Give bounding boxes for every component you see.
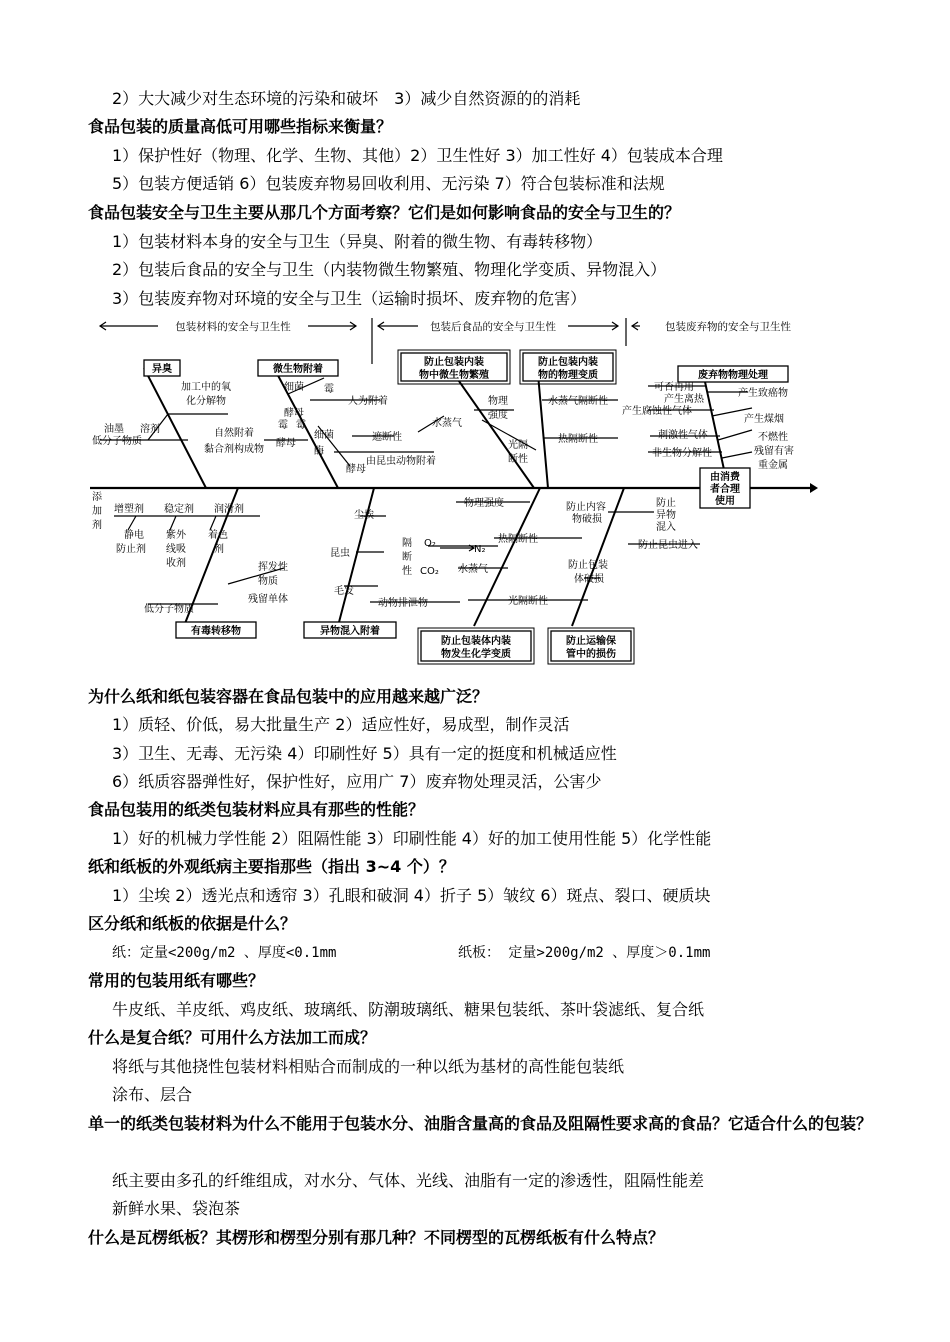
answer-line: 纸主要由多孔的纤维组成，对水分、气体、光线、油脂有一定的渗透性，阻隔性能差: [112, 1171, 705, 1190]
svg-text:静电: 静电: [124, 530, 144, 541]
svg-text:微生物附着: 微生物附着: [273, 364, 323, 375]
svg-text:断: 断: [402, 552, 412, 563]
svg-text:管中的损伤: 管中的损伤: [566, 649, 616, 660]
svg-text:热隔断性: 热隔断性: [558, 434, 598, 445]
svg-text:加: 加: [92, 506, 102, 517]
svg-text:物质: 物质: [258, 576, 278, 587]
answer-line: 1）保护性好（物理、化学、生物、其他）2）卫生性好 3）加工性好 4）包装成本合理: [112, 146, 723, 165]
question-heading: 单一的纸类包装材料为什么不能用于包装水分、油脂含量高的食品及阻隔性要求高的食品？它适合什么的包装？: [88, 1114, 873, 1133]
svg-text:细菌: 细菌: [314, 430, 334, 441]
svg-text:黏合剂构成物: 黏合剂构成物: [204, 444, 264, 455]
answer-line: 3）包装废弃物对环境的安全与卫生（运输时损坏、废弃物的危害）: [112, 289, 587, 308]
svg-text:水蒸气: 水蒸气: [458, 564, 488, 575]
svg-text:物理强度: 物理强度: [464, 498, 504, 509]
answer-line: 牛皮纸、羊皮纸、鸡皮纸、玻璃纸、防潮玻璃纸、糖果包装纸、茶叶袋滤纸、复合纸: [112, 1000, 705, 1019]
paper-criteria: 纸：定量<200g/m2 、厚度<0.1mm: [112, 945, 337, 961]
answer-line: 1）好的机械力学性能 2）阻隔性能 3）印刷性能 4）好的加工使用性能 5）化学性能: [112, 829, 712, 848]
svg-text:油墨: 油墨: [104, 424, 124, 435]
svg-text:人为附着: 人为附着: [348, 396, 388, 407]
svg-text:强度: 强度: [488, 410, 508, 421]
question-heading: 常用的包装用纸有哪些？: [88, 971, 265, 990]
svg-text:O₂: O₂: [424, 538, 436, 549]
answer-line: 1）尘埃 2）透光点和透帘 3）孔眼和破洞 4）折子 5）皱纹 6）斑点、裂口、硬质块: [112, 886, 711, 905]
svg-text:残留单体: 残留单体: [248, 594, 288, 605]
svg-text:残留有害: 残留有害: [754, 446, 794, 457]
svg-text:动物排泄物: 动物排泄物: [378, 598, 428, 609]
svg-text:物发生化学变质: 物发生化学变质: [441, 649, 511, 660]
answer-line: 新鲜水果、袋泡茶: [112, 1199, 241, 1218]
svg-text:水蒸气隔断性: 水蒸气隔断性: [548, 396, 608, 407]
svg-text:防止包装: 防止包装: [568, 560, 608, 571]
svg-text:混入: 混入: [656, 522, 676, 533]
svg-text:溶剂: 溶剂: [140, 424, 160, 435]
svg-text:性: 性: [402, 566, 412, 577]
answer-line: 2）大大减少对生态环境的污染和破坏 3）减少自然资源的的消耗: [112, 89, 581, 108]
svg-text:酵母: 酵母: [284, 408, 304, 419]
answer-line: 涂布、层合: [112, 1085, 193, 1104]
header-material: 包装材料的安全与卫生性: [175, 321, 291, 333]
svg-text:产生腐蚀性气体: 产生腐蚀性气体: [622, 406, 692, 417]
answer-line: 3）卫生、无毒、无污染 4）印刷性好 5）具有一定的挺度和机械适应性: [112, 744, 617, 763]
svg-text:挥发性: 挥发性: [258, 562, 288, 573]
svg-text:酵母: 酵母: [276, 438, 296, 449]
svg-text:隔: 隔: [402, 538, 412, 549]
svg-text:霉: 霉: [324, 384, 334, 395]
svg-text:剂: 剂: [214, 544, 224, 555]
svg-text:线吸: 线吸: [166, 544, 186, 555]
svg-text:产生离热: 产生离热: [664, 394, 704, 405]
svg-text:剂: 剂: [92, 520, 102, 531]
svg-text:异臭: 异臭: [152, 364, 172, 375]
svg-text:水蒸气: 水蒸气: [432, 418, 462, 429]
svg-text:昆虫: 昆虫: [330, 548, 350, 559]
question-heading: 食品包装安全与卫生主要从那几个方面考察？它们是如何影响食品的安全与卫生的？: [88, 203, 681, 222]
svg-text:酵母: 酵母: [346, 464, 366, 475]
answer-line: 1）质轻、价低，易大批量生产 2）适应性好，易成型，制作灵活: [112, 715, 570, 734]
svg-text:热隔断性: 热隔断性: [498, 534, 538, 545]
svg-text:防止包装内装: 防止包装内装: [424, 357, 484, 368]
svg-text:稳定剂: 稳定剂: [164, 504, 194, 515]
svg-text:物破损: 物破损: [572, 514, 602, 525]
fishbone-diagram: [88, 316, 820, 668]
svg-text:低分子物质: 低分子物质: [144, 604, 194, 615]
svg-text:细菌: 细菌: [284, 382, 304, 393]
board-criteria: 纸板： 定量>200g/m2 、厚度＞0.1mm: [458, 945, 711, 961]
svg-text:化分解物: 化分解物: [186, 396, 226, 407]
svg-text:重金属: 重金属: [758, 460, 788, 471]
header-packaged-food: 包装后食品的安全与卫生性: [430, 321, 556, 333]
svg-text:有毒转移物: 有毒转移物: [191, 626, 241, 637]
header-waste: 包装废弃物的安全与卫生性: [665, 321, 791, 333]
answer-line: 将纸与其他挠性包装材料相贴合而制成的一种以纸为基材的高性能包装纸: [112, 1057, 625, 1076]
svg-text:物中微生物繁殖: 物中微生物繁殖: [419, 370, 489, 381]
answer-line: 6）纸质容器弹性好，保护性好，应用广 7）废弃物处理灵活，公害少: [112, 772, 602, 791]
svg-text:由昆虫动物附着: 由昆虫动物附着: [366, 456, 436, 467]
svg-text:收剂: 收剂: [166, 558, 186, 569]
svg-text:着色: 着色: [208, 530, 228, 541]
question-heading: 为什么纸和纸包装容器在食品包装中的应用越来越广泛？: [88, 687, 489, 706]
svg-text:可否再用: 可否再用: [654, 382, 694, 393]
svg-text:物理: 物理: [488, 396, 508, 407]
svg-text:防止运输保: 防止运输保: [566, 636, 616, 647]
svg-text:防止内容: 防止内容: [566, 502, 606, 513]
svg-text:物的物理变质: 物的物理变质: [538, 370, 598, 381]
svg-text:遮断性: 遮断性: [372, 432, 402, 443]
question-heading: 什么是瓦楞纸板？其楞形和楞型分别有那几种？不同楞型的瓦楞纸板有什么特点？: [88, 1228, 665, 1247]
svg-text:防止: 防止: [656, 498, 676, 509]
svg-text:异物: 异物: [656, 510, 676, 521]
svg-text:异物混入附着: 异物混入附着: [320, 626, 380, 637]
svg-text:使用: 使用: [715, 496, 735, 507]
svg-text:加工中的氧: 加工中的氧: [181, 382, 231, 393]
svg-text:添: 添: [92, 492, 102, 503]
svg-text:CO₂: CO₂: [420, 566, 439, 577]
svg-text:光隔: 光隔: [508, 440, 528, 451]
svg-text:防止昆虫进入: 防止昆虫进入: [638, 540, 698, 551]
answer-line: 2）包装后食品的安全与卫生（内装物微生物繁殖、物理化学变质、异物混入）: [112, 260, 667, 279]
question-heading: 食品包装的质量高低可用哪些指标来衡量？: [88, 117, 393, 136]
svg-text:刺激性气体: 刺激性气体: [658, 430, 708, 441]
svg-text:自然附着: 自然附着: [214, 428, 254, 439]
svg-text:由消费: 由消费: [710, 472, 740, 483]
question-heading: 食品包装用的纸类包装材料应具有那些的性能？: [88, 800, 425, 819]
svg-text:防止剂: 防止剂: [116, 544, 146, 555]
svg-text:N₂: N₂: [474, 544, 486, 555]
svg-text:防止包装内装: 防止包装内装: [538, 357, 598, 368]
svg-text:增塑剂: 增塑剂: [114, 504, 144, 515]
question-heading: 纸和纸板的外观纸病主要指那些（指出 3~4 个）？: [88, 857, 455, 876]
svg-text:防止包装体内装: 防止包装体内装: [441, 636, 511, 647]
svg-text:废弃物物理处理: 废弃物物理处理: [698, 370, 768, 381]
svg-text:润滑剂: 润滑剂: [214, 504, 244, 515]
question-heading: 区分纸和纸板的依据是什么？: [88, 914, 297, 933]
question-heading: 什么是复合纸？可用什么方法加工而成？: [88, 1028, 377, 1047]
svg-text:不燃性: 不燃性: [758, 432, 788, 443]
svg-text:霉: 霉: [278, 420, 288, 431]
svg-text:产生致癌物: 产生致癌物: [738, 388, 788, 399]
svg-text:霉: 霉: [296, 420, 306, 431]
svg-text:酶: 酶: [314, 446, 324, 457]
svg-text:低分子物质: 低分子物质: [92, 436, 142, 447]
svg-text:体破损: 体破损: [574, 574, 604, 585]
svg-text:非生物分解性: 非生物分解性: [652, 448, 712, 459]
svg-text:尘埃: 尘埃: [354, 510, 374, 521]
svg-text:断性: 断性: [508, 454, 528, 465]
svg-text:光隔断性: 光隔断性: [508, 596, 548, 607]
svg-text:产生煤烟: 产生煤烟: [744, 414, 784, 425]
svg-text:紫外: 紫外: [166, 530, 186, 541]
svg-text:毛发: 毛发: [334, 586, 354, 597]
answer-line: 1）包装材料本身的安全与卫生（异臭、附着的微生物、有毒转移物）: [112, 232, 603, 251]
answer-line: 5）包装方便适销 6）包装废弃物易回收利用、无污染 7）符合包装标准和法规: [112, 174, 665, 193]
svg-text:者合理: 者合理: [710, 484, 740, 495]
